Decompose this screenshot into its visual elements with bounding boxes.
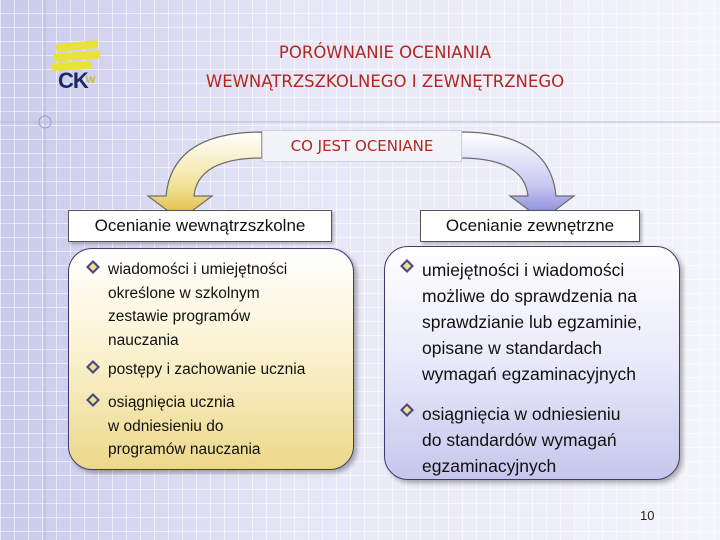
list-item <box>86 358 305 382</box>
list-item-text: umiejętności i wiadomości możliwe do sprawdzenia na sprawdzianie lub egzaminie, opisane w standardach wymagań egzaminacyjnych <box>422 260 642 384</box>
diamond-bullet-icon <box>400 403 414 417</box>
diamond-bullet-icon <box>86 360 100 374</box>
list-item-text: osiągnięcia w odniesieniu do standardów wymagań egzaminacyjnych <box>422 404 621 476</box>
page-number: 10 <box>640 508 655 523</box>
list-item <box>400 401 620 479</box>
diamond-bullet-icon <box>86 260 100 274</box>
list-item <box>400 257 642 387</box>
subtitle: CO JEST OCENIANE <box>262 130 462 162</box>
left-curved-arrow <box>148 132 262 220</box>
logo-mark: w <box>86 72 96 86</box>
list-item-text: osiągnięcia ucznia w odniesieniu do programów nauczania <box>108 394 261 458</box>
list-item <box>86 391 261 462</box>
logo-text: CK <box>58 68 88 93</box>
header-internal: Ocenianie wewnątrzszkolne <box>68 210 332 242</box>
title-line-2: WEWNĄTRZSZKOLNEGO I ZEWNĘTRZNEGO <box>205 72 565 91</box>
list-item-text: wiadomości i umiejętności określone w szkolnym zestawie programów nauczania <box>108 261 288 349</box>
diamond-bullet-icon <box>400 259 414 273</box>
header-external: Ocenianie zewnętrzne <box>420 210 640 242</box>
diamond-bullet-icon <box>86 393 100 407</box>
title-line-1: PORÓWNANIE OCENIANIA <box>278 43 492 62</box>
right-curved-arrow <box>460 132 574 220</box>
list-item <box>86 258 287 352</box>
list-item-text: postępy i zachowanie ucznia <box>108 361 306 378</box>
